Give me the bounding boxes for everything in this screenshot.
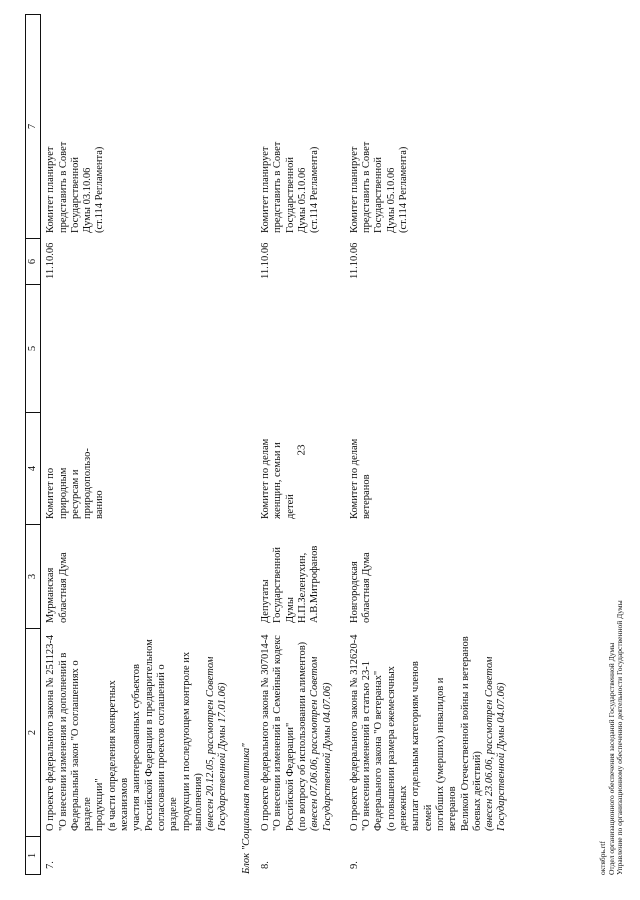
bill-line: боевых действий) xyxy=(471,751,483,831)
bill-line: продукции и последующем контроле их xyxy=(180,651,192,831)
bill-line: О проекте федерального закона № 251123-4 xyxy=(45,634,57,831)
plan-line: Думы 03.10.06 xyxy=(82,167,94,233)
bill-note: (внесен 23.06.06, рассмотрен Советом xyxy=(484,656,496,831)
plan-line: Думы 05.10.06 xyxy=(296,167,308,233)
footer-directorate: Управление по организационному обеспечению деятельности Государственной Думы xyxy=(615,600,624,875)
bill-note: (внесен 20.12.05, рассмотрен Советом xyxy=(205,656,217,831)
table-row xyxy=(41,15,231,875)
responsible-committee xyxy=(335,413,510,525)
header-col-6: 6 xyxy=(26,239,41,285)
bill-line: (по вопросу об использовании алиментов) xyxy=(296,641,308,831)
responsible-committee xyxy=(41,413,231,525)
plan-line: (ст.114 Регламента) xyxy=(309,146,321,233)
header-col-1: 1 xyxy=(26,837,41,875)
footer-filename: октябрь.rtf xyxy=(598,841,607,875)
plan-line: Комитет планирует xyxy=(260,146,272,233)
plan-line: Думы 05.10.06 xyxy=(385,167,397,233)
footer-department: Отдел организационного обеспечения заседаний Государственной Думы xyxy=(606,642,616,875)
committee-line: ресурсам и xyxy=(69,469,81,519)
header-col-4: 4 xyxy=(26,413,41,525)
plan-line: представить в Совет xyxy=(272,141,284,233)
bill-line: Великой Отечественной войны и ветеранов xyxy=(459,636,471,831)
bill-line: О проекте федерального закона № 312620-4 xyxy=(348,634,360,831)
author-line: Новгородская xyxy=(348,561,360,623)
rotated-document xyxy=(25,15,624,875)
row-number: 8. xyxy=(260,861,272,869)
table-row xyxy=(335,15,510,875)
author-line: Мурманская xyxy=(45,567,57,623)
bill-line: Федеральный закон "О соглашениях о разделе xyxy=(69,660,94,831)
author-line: областная Дума xyxy=(57,552,69,623)
plan-line: представить в Совет xyxy=(361,141,373,233)
author-line: А.В.Митрофанов xyxy=(309,545,321,623)
section-row xyxy=(231,15,259,875)
table-row xyxy=(259,15,335,875)
bill-author xyxy=(259,525,335,629)
author-line: Государственной xyxy=(272,547,284,623)
header-col-5: 5 xyxy=(26,285,41,413)
committee-line: природопользо- xyxy=(82,448,94,519)
bill-line: Российской Федерации в предварительном xyxy=(143,639,155,831)
bill-author xyxy=(335,525,510,629)
bill-line: продукции" xyxy=(94,778,106,831)
bill-line: погибших (умерших) инвалидов и ветеранов xyxy=(434,677,459,831)
committee-line: Комитет по делам xyxy=(260,438,272,519)
committee-line: детей xyxy=(284,494,296,519)
header-col-3: 3 xyxy=(26,525,41,629)
plan-line: Государственной xyxy=(284,157,296,233)
row-number: 9. xyxy=(348,861,360,869)
committee-line: ванию xyxy=(94,490,106,519)
plan-line: (ст.114 Регламента) xyxy=(94,146,106,233)
committee-line: природным xyxy=(57,467,69,519)
bill-line: выполнения) xyxy=(192,773,204,831)
bill-note: Государственной Думы 17.01.06) xyxy=(217,682,229,831)
bill-line: "О внесении изменений в Семейный кодекс xyxy=(272,635,284,831)
col5-cell xyxy=(41,285,231,413)
deadline-date: 11.10.06 xyxy=(348,242,360,279)
bill-note: Государственной Думы 04.07.06) xyxy=(321,682,333,831)
section-heading: Блок "Социальная политика" xyxy=(240,743,252,874)
bill-line: участия заинтересованных субъектов xyxy=(131,664,143,831)
author-line: Депутаты xyxy=(260,579,272,623)
bill-line: согласовании проектов соглашений о разделе xyxy=(155,664,180,831)
plan-line: Государственной xyxy=(373,157,385,233)
bill-author xyxy=(41,525,231,629)
bill-line: Федерального закона "О ветеранах" xyxy=(373,670,385,831)
bill-line: "О внесении изменений в статью 23-1 xyxy=(361,660,373,831)
committee-line: ветеранов xyxy=(361,474,373,519)
plan-line: представить в Совет xyxy=(57,141,69,233)
header-col-2: 2 xyxy=(26,629,41,837)
header-col-7: 7 xyxy=(26,15,41,239)
bill-line: "О внесении изменения и дополнений в xyxy=(57,652,69,831)
plan-note xyxy=(41,15,231,239)
responsible-committee xyxy=(259,413,335,525)
col5-cell xyxy=(259,285,335,413)
author-line: Думы xyxy=(284,597,296,623)
bill-note: (внесен 07.06.06, рассмотрен Советом xyxy=(309,656,321,831)
bill-line: выплат отдельным категориям членов семей xyxy=(410,661,434,831)
plan-line: (ст.114 Регламента) xyxy=(398,146,410,233)
page-number: 23 xyxy=(295,444,308,456)
plan-note xyxy=(335,15,510,239)
author-line: областная Дума xyxy=(361,552,373,623)
deadline-date: 11.10.06 xyxy=(260,242,272,279)
committee-line: женщин, семьи и xyxy=(272,442,284,519)
bill-description xyxy=(259,629,335,837)
bill-line: О проекте федерального закона № 307014-4 xyxy=(260,634,272,831)
bill-line: (о повышении размера ежемесячных денежных xyxy=(385,666,410,831)
plan-line: Комитет планирует xyxy=(45,146,57,233)
committee-line: Комитет по делам xyxy=(348,438,360,519)
bill-line: Российской Федерации" xyxy=(284,722,296,831)
bill-description xyxy=(41,629,231,837)
col5-cell xyxy=(335,285,510,413)
committee-line: Комитет по xyxy=(45,467,57,519)
bill-description xyxy=(335,629,510,837)
author-line: Н.П.Зеленухин, xyxy=(296,552,308,623)
row-number: 7. xyxy=(45,861,57,869)
plan-note xyxy=(259,15,335,239)
document-footer xyxy=(599,175,625,875)
table-header xyxy=(26,15,41,875)
bill-line: (в части определения конкретных механизмов xyxy=(106,680,131,831)
bill-note: Государственной Думы 04.07.06) xyxy=(496,682,508,831)
plan-line: Комитет планирует xyxy=(348,146,360,233)
deadline-date: 11.10.06 xyxy=(45,242,57,279)
bills-table xyxy=(25,14,510,875)
plan-line: Государственной xyxy=(69,157,81,233)
